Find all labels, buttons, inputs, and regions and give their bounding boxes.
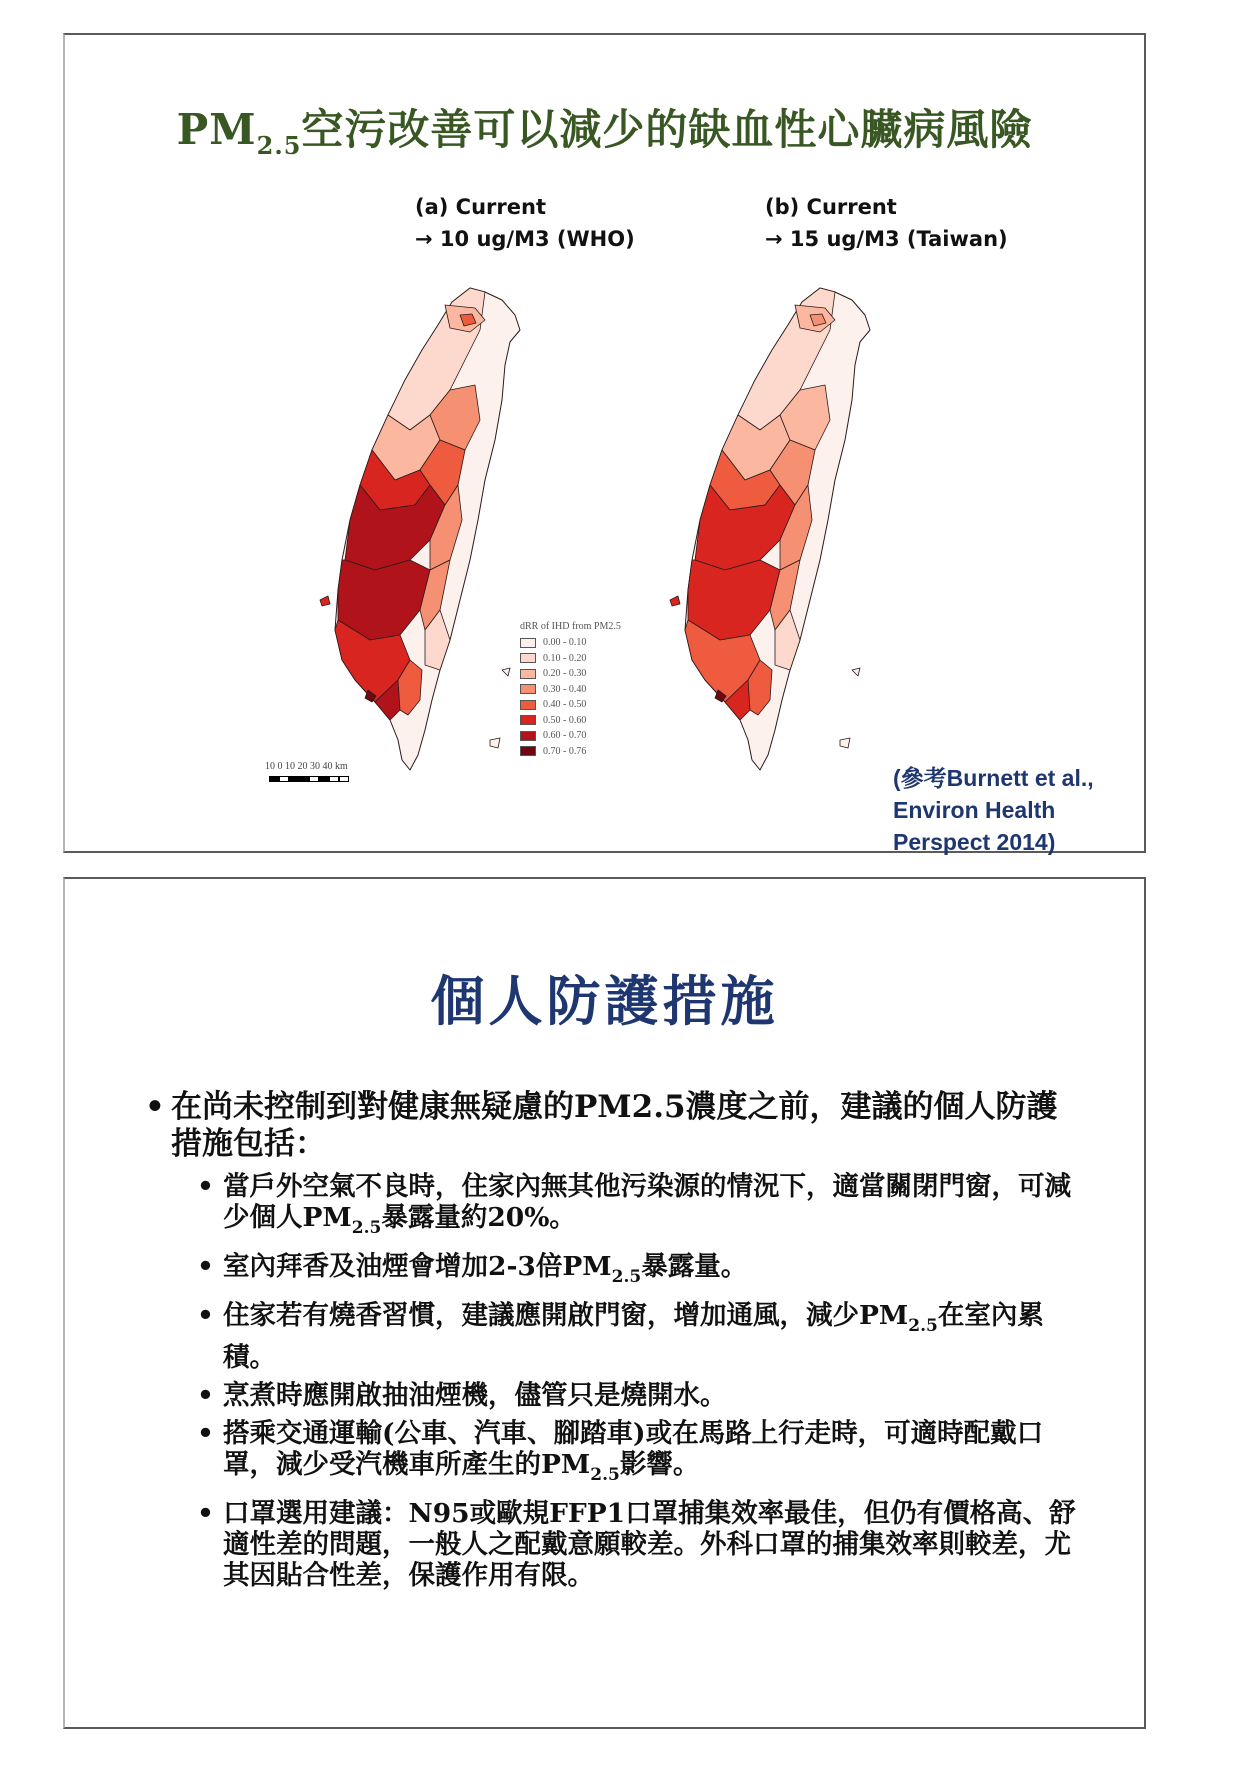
legend-swatch (520, 731, 536, 741)
slide1-title (65, 97, 1144, 160)
slide2-title: 個人防護措施 (430, 969, 779, 1033)
caption-a-line1: (a) Current (415, 195, 546, 219)
reference-line1: (參考Burnett et al., (893, 765, 1094, 791)
subscript: 2.5 (611, 1267, 642, 1287)
legend-swatch (520, 715, 536, 725)
map-a-caption (415, 191, 635, 255)
subscript: 2.5 (908, 1316, 938, 1336)
legend-title: dRR of IHD from PM2.5 (520, 621, 621, 632)
legend-item (520, 682, 621, 698)
bullet-list (145, 1089, 1085, 1598)
legend-swatch (520, 700, 536, 710)
caption-a-line2: → 10 ug/M3 (WHO) (415, 227, 635, 251)
caption-b-line2: → 15 ug/M3 (Taiwan) (765, 227, 1008, 251)
sub-bullet-text: 烹煮時應開啟抽油煙機，儘管只是燒開水。 (223, 1380, 727, 1411)
legend-label: 0.20 - 0.30 (543, 668, 587, 680)
main-bullet (145, 1089, 1085, 1163)
bullet-icon: • (197, 1418, 214, 1449)
caption-b-line1: (b) Current (765, 195, 897, 219)
bullet-icon: • (197, 1380, 214, 1411)
legend-swatch (520, 746, 536, 756)
subscript: 2.5 (351, 1218, 382, 1238)
sub-bullet-text-end: 暴露量約20%。 (381, 1202, 576, 1233)
legend-label: 0.60 - 0.70 (543, 730, 587, 742)
legend-label: 0.00 - 0.10 (543, 637, 587, 649)
scale-bar (265, 761, 349, 782)
island-green (502, 668, 510, 676)
slide-personal-protection (63, 877, 1146, 1729)
legend-swatch (520, 684, 536, 694)
legend-swatch (520, 653, 536, 663)
sub-bullet (197, 1300, 1085, 1373)
legend-item (520, 651, 621, 667)
legend-item (520, 713, 621, 729)
sub-bullet (197, 1251, 1085, 1293)
bullet-icon: • (197, 1300, 214, 1331)
legend-label: 0.10 - 0.20 (543, 652, 587, 664)
sub-bullet-text: 搭乘交通運輸(公車、汽車、腳踏車)或在馬路上行走時，可適時配戴口罩，減少受汽機車所產生的PM (223, 1418, 1044, 1480)
sub-bullet-text: 口罩選用建議：N95或歐規FFP1口罩捕集效率最佳，但仍有價格高、舒適性差的問題，一般人之配戴意願較差。外科口罩的捕集效率則較差，尤其因貼合性差，保護作用有限。 (223, 1498, 1076, 1591)
legend-label: 0.50 - 0.60 (543, 714, 587, 726)
scale-bar-label: 10 0 10 20 30 40 km (265, 761, 348, 772)
island-orchid (490, 738, 500, 748)
title-text: 空污改善可以減少的缺血性心臟病風險 (301, 105, 1033, 154)
taiwan-map-b (630, 270, 930, 790)
sub-bullet-text: 住家若有燒香習慣，建議應開啟門窗，增加通風，減少PM (223, 1300, 909, 1331)
subscript: 2.5 (590, 1465, 620, 1485)
bullet-icon: • (145, 1089, 165, 1125)
legend-item (520, 666, 621, 682)
scale-bar-graphic (269, 776, 349, 782)
slide-pm25-ihd-risk (63, 33, 1146, 853)
sub-bullet-text: 當戶外空氣不良時，住家內無其他污染源的情況下，適當關閉門窗，可減少個人PM (223, 1171, 1071, 1233)
title-subscript: 2.5 (256, 131, 302, 160)
reference-line3: Perspect 2014) (893, 829, 1056, 855)
legend-label: 0.30 - 0.40 (543, 683, 587, 695)
legend-item (520, 697, 621, 713)
legend-swatch (520, 669, 536, 679)
main-bullet-text: 在尚未控制到對健康無疑慮的PM2.5濃度之前，建議的個人防護措施包括： (171, 1089, 1058, 1162)
sub-bullet-text-end: 影響。 (619, 1449, 700, 1480)
bullet-icon: • (197, 1251, 214, 1282)
sub-bullet-text-end: 暴露量。 (641, 1251, 748, 1282)
sub-bullet (197, 1418, 1085, 1491)
island-green (852, 668, 860, 676)
sub-bullet-text: 室內拜香及油煙會增加2-3倍PM (223, 1251, 612, 1282)
legend-item (520, 635, 621, 651)
map-legend (520, 621, 621, 759)
bullet-icon: • (197, 1498, 214, 1529)
legend-label: 0.40 - 0.50 (543, 699, 587, 711)
island-orchid (840, 738, 850, 748)
bullet-icon: • (197, 1171, 214, 1202)
sub-bullet (197, 1380, 1085, 1411)
reference-line2: Environ Health (893, 797, 1056, 823)
legend-label: 0.70 - 0.76 (543, 745, 587, 757)
island-penghu (320, 596, 330, 606)
island-penghu (670, 596, 680, 606)
title-prefix: PM (176, 105, 257, 154)
sub-bullet (197, 1498, 1085, 1591)
map-b-caption (765, 191, 1008, 255)
sub-bullet-text-end: 在室內累積。 (223, 1300, 1044, 1373)
reference-citation (893, 762, 1094, 858)
sub-bullet (197, 1171, 1085, 1244)
legend-swatch (520, 638, 536, 648)
legend-item (520, 728, 621, 744)
legend-item (520, 744, 621, 760)
